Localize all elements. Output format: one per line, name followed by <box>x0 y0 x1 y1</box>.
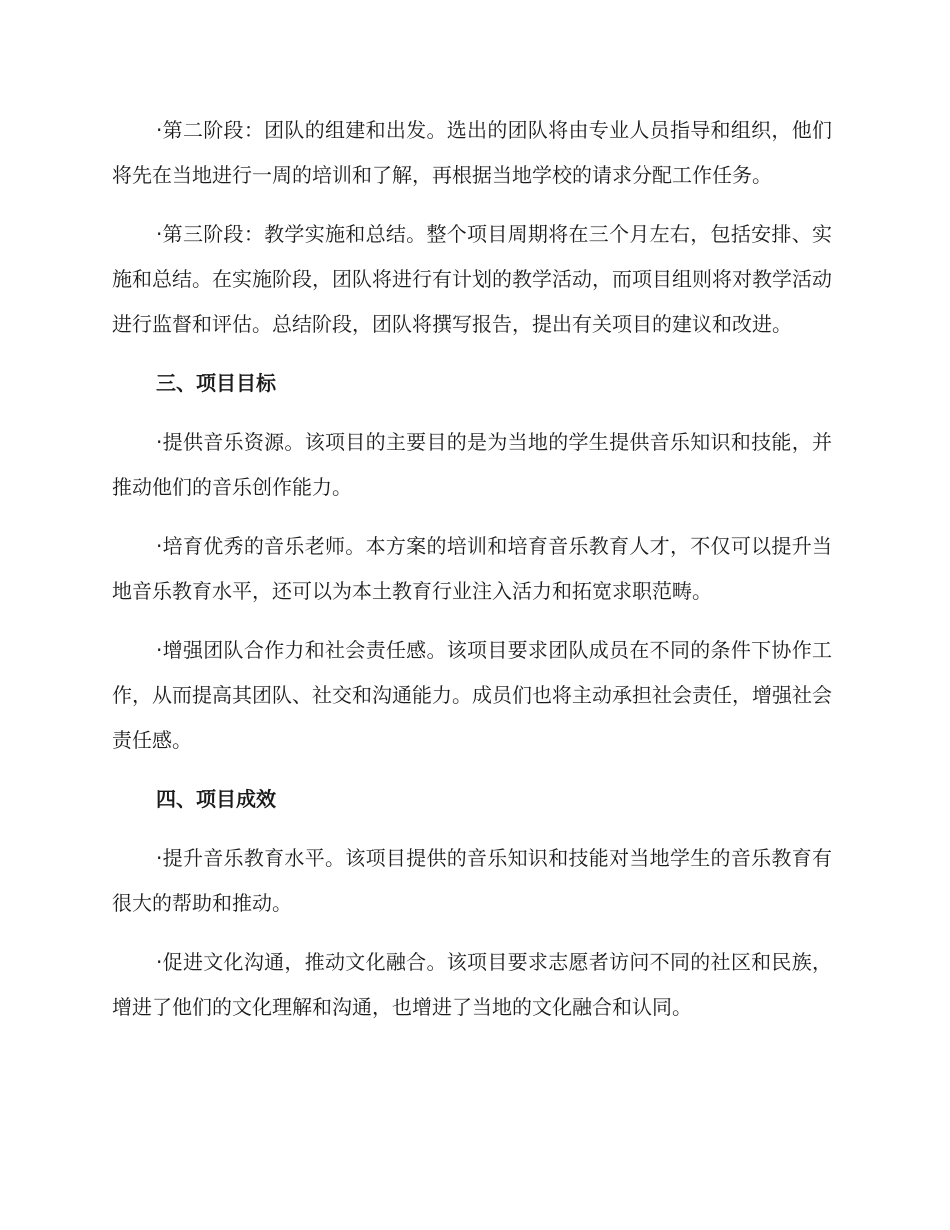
paragraph-goal-teamwork: ·增强团队合作力和社会责任感。该项目要求团队成员在不同的条件下协作工作，从而提高其团队、社交和沟通能力。成员们也将主动承担社会责任，增强社会责任感。 <box>112 638 832 752</box>
paragraph-result-education: ·提升音乐教育水平。该项目提供的音乐知识和技能对当地学生的音乐教育有很大的帮助和推动。 <box>112 846 832 915</box>
paragraph-goal-music-resources: ·提供音乐资源。该项目的主要目的是为当地的学生提供音乐知识和技能，并推动他们的音乐创作能力。 <box>112 430 832 499</box>
section-heading-results: 四、项目成效 <box>156 787 276 811</box>
section-heading-goals: 三、项目目标 <box>156 371 276 395</box>
paragraph-stage-three: ·第三阶段：教学实施和总结。整个项目周期将在三个月左右，包括安排、实施和总结。在实施阶段，团队将进行有计划的教学活动，而项目组则将对教学活动进行监督和评估。总结阶段，团队将撰写报告，提出有关项目的建议和改进。 <box>112 222 832 336</box>
paragraph-stage-two: ·第二阶段：团队的组建和出发。选出的团队将由专业人员指导和组织，他们将先在当地进行一周的培训和了解，再根据当地学校的请求分配工作任务。 <box>112 118 832 187</box>
paragraph-goal-teachers: ·培育优秀的音乐老师。本方案的培训和培育音乐教育人才，不仅可以提升当地音乐教育水平，还可以为本土教育行业注入活力和拓宽求职范畴。 <box>112 534 832 603</box>
paragraph-result-culture: ·促进文化沟通，推动文化融合。该项目要求志愿者访问不同的社区和民族，增进了他们的文化理解和沟通，也增进了当地的文化融合和认同。 <box>112 950 832 1019</box>
document-body <box>112 108 832 1044</box>
